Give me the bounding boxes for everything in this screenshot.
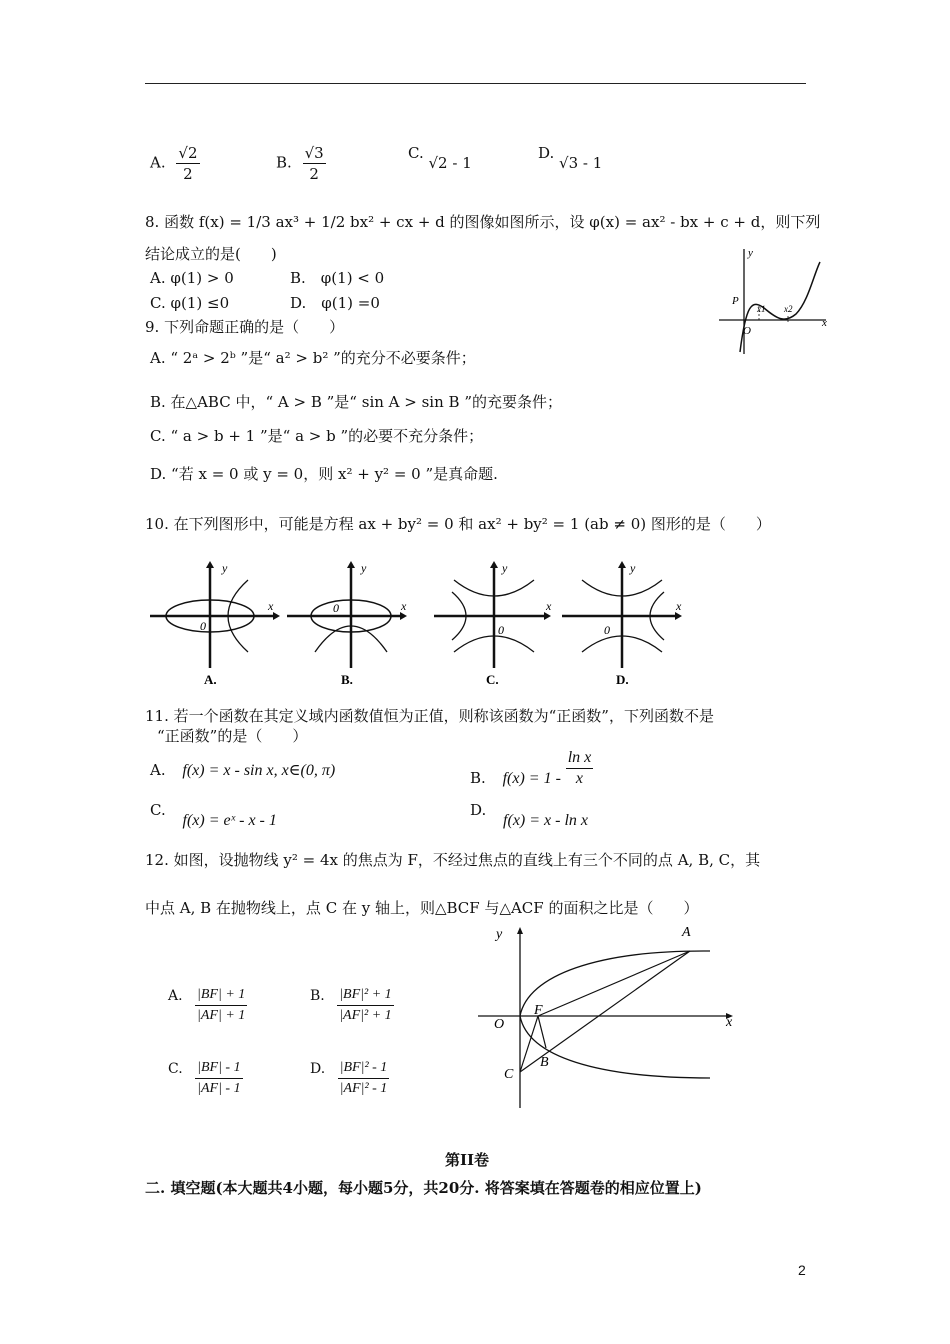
svg-text:x: x <box>268 599 274 613</box>
q10-graph-a <box>148 560 288 685</box>
svg-text:x: x <box>401 599 407 613</box>
q7-option-b: B. $\frac{√3}{2}$ <box>276 144 324 183</box>
q8-cubic-graph <box>716 244 836 356</box>
svg-text:x: x <box>676 599 682 613</box>
q7-option-d: D. √3 - 1 <box>538 144 603 172</box>
svg-text:0: 0 <box>333 601 339 615</box>
q10-label-b: B. <box>341 672 353 687</box>
q11-option-d: D. f(x) = x - ln x <box>470 801 589 829</box>
svg-text:x: x <box>546 599 552 613</box>
q11-stem-2: “正函数”的是（ ） <box>157 727 308 745</box>
q10-graph-d <box>560 560 695 685</box>
q9-option-b: B. 在△ABC 中，“ A > B ”是“ sin A > sin B ”的充要条件； <box>150 393 562 411</box>
q8-x2-label: x2 <box>784 304 793 314</box>
q8-p-label: P <box>732 295 739 307</box>
q12-y-label: y <box>496 927 503 942</box>
q12-parabola-graph <box>478 920 748 1110</box>
q10-label-d: D. <box>616 672 629 687</box>
q7-option-c: C. √2 - 1 <box>408 144 472 172</box>
q8-option-d: D. φ(1) =0 <box>290 294 380 312</box>
q11-stem: 11. 若一个函数在其定义域内函数值恒为正值，则称该函数为“正函数”，下列函数不是 <box>145 707 714 725</box>
svg-text:y: y <box>502 561 508 575</box>
q12-stem-2: 中点 A, B 在抛物线上，点 C 在 y 轴上，则△BCF 与△ACF 的面积之比是（ ） <box>145 899 699 917</box>
q12-c-label: C <box>504 1067 514 1082</box>
q8-y-label: y <box>748 247 753 259</box>
q10-graph-c <box>432 560 562 685</box>
q8-option-b: B. φ(1) < 0 <box>290 269 385 287</box>
q9-option-d: D. “若 x = 0 或 y = 0，则 x² + y² = 0 ”是真命题. <box>150 465 498 483</box>
q10-graph-b <box>285 560 425 685</box>
svg-text:y: y <box>630 561 636 575</box>
q11-option-a: A. f(x) = x - sin x, x∈(0, π) <box>150 761 336 779</box>
svg-text:0: 0 <box>604 623 610 637</box>
q10-stem: 10. 在下列图形中，可能是方程 ax + by² = 0 和 ax² + by² = 1 (ab ≠ 0) 图形的是（ ） <box>145 515 771 533</box>
q11-option-c: C. f(x) = eˣ - x - 1 <box>150 801 277 829</box>
q12-option-a: A. $\frac{|BF| + 1}{|AF| + 1}$ <box>168 987 246 1023</box>
q8-option-c: C. φ(1) ≤0 <box>150 294 230 312</box>
q9-stem: 9. 下列命题正确的是（ ） <box>145 318 345 336</box>
q8-o-label: O <box>743 325 751 337</box>
q9-option-c: C. “ a > b + 1 ”是“ a > b ”的必要不充分条件； <box>150 427 484 445</box>
q12-x-label: x <box>726 1015 733 1030</box>
q12-option-b: B. $\frac{\text{|BF|² + 1}}{\text{|AF|² + 1}}$ <box>310 987 392 1023</box>
q12-o-label: O <box>494 1017 505 1032</box>
q11-option-b: B. f(x) = 1 - $\frac{\text{ln x}}{x}$ <box>470 749 592 787</box>
q9-option-a: A. “ 2ᵃ > 2ᵇ ”是“ a² > b² ”的充分不必要条件； <box>150 349 476 367</box>
q10-label-c: C. <box>486 672 499 687</box>
q12-stem: 12. 如图，设抛物线 y² = 4x 的焦点为 F，不经过焦点的直线上有三个不同的点 A, B, C，其 <box>145 851 761 869</box>
q8-option-a: A. φ(1) > 0 <box>150 269 234 287</box>
q8-x-label: x <box>822 317 827 329</box>
svg-text:0: 0 <box>200 619 206 633</box>
svg-text:y: y <box>222 561 228 575</box>
q12-a-label: A <box>682 925 691 940</box>
q7-option-a: A. $\frac{√2}{2}$ <box>150 144 198 183</box>
q12-option-d: D. $\frac{\text{|BF|² - 1}}{\text{|AF|² - 1}}$ <box>310 1060 388 1096</box>
q8-stem-2: 结论成立的是( ) <box>145 245 277 263</box>
q12-b-label: B <box>540 1055 549 1070</box>
svg-text:y: y <box>361 561 367 575</box>
q12-option-c: C. $\frac{|BF| - 1}{|AF| - 1}$ <box>168 1060 241 1096</box>
q8-stem: 8. 函数 f(x) = 1/3 ax³ + 1/2 bx² + cx + d 的图像如图所示，设 φ(x) = ax² - bx + c + d，则下列 <box>145 213 821 231</box>
svg-text:0: 0 <box>498 623 504 637</box>
page-number: 2 <box>798 1262 806 1278</box>
part2-section-heading: 二. 填空题(本大题共4小题，每小题5分，共20分. 将答案填在答题卷的相应位置上) <box>145 1179 702 1197</box>
part2-title: 第II卷 <box>445 1151 490 1169</box>
q10-label-a: A. <box>204 672 217 687</box>
header-rule <box>145 83 806 84</box>
q12-f-label: F <box>534 1003 543 1018</box>
q8-x1-label: x1 <box>757 304 766 314</box>
